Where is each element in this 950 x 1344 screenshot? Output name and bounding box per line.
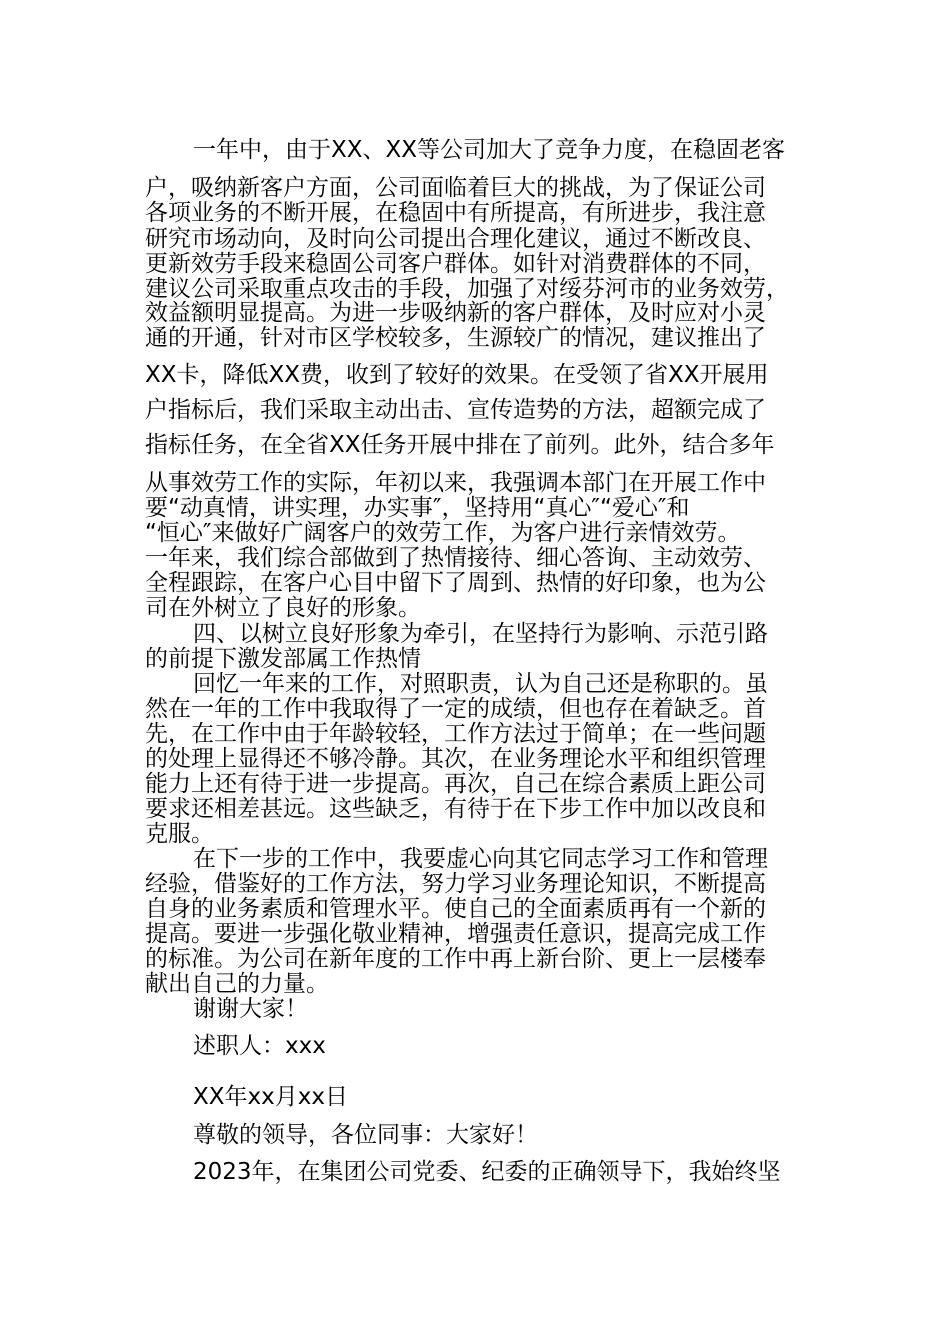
- section-heading-line: 的前提下激发部属工作热情: [145, 646, 421, 672]
- section-heading-line: 四、以树立良好形象为牵引，在坚持行为影响、示范引路: [193, 621, 768, 647]
- paragraph-line: 然在一年的工作中我取得了一定的成绩，但也存在着缺乏。首: [145, 696, 766, 722]
- paragraph-line: 指标任务，在全省XX任务开展中排在了前列。此外，结合多年: [145, 432, 775, 458]
- paragraph-line: 一年来，我们综合部做到了热情接待、细心答询、主动效劳、: [145, 545, 766, 571]
- date-line: XX年xx月xx日: [193, 1084, 348, 1110]
- paragraph-line: 献出自己的力量。: [145, 971, 329, 997]
- paragraph-line: 各项业务的不断开展，在稳固中有所提高，有所进步，我注意: [145, 200, 766, 226]
- paragraph-line: 在下一步的工作中，我要虚心向其它同志学习工作和管理: [193, 846, 768, 872]
- paragraph-line: 2023年，在集团公司党委、纪委的正确领导下，我始终坚: [193, 1159, 781, 1185]
- paragraph-line: “恒心″来做好广阔客户的效劳工作，为客户进行亲情效劳。: [145, 520, 741, 546]
- paragraph-line: 回忆一年来的工作，对照职责，认为自己还是称职的。虽: [193, 671, 768, 697]
- paragraph-line: XX卡，降低XX费，收到了较好的效果。在受领了省XX开展用: [145, 362, 769, 388]
- paragraph-line: 全程跟踪，在客户心目中留下了周到、热情的好印象，也为公: [145, 570, 766, 596]
- paragraph-line: 提高。要进一步强化敬业精神，增强责任意识，提高完成工作: [145, 921, 766, 947]
- paragraph-line: 先，在工作中由于年龄较轻，工作方法过于简单；在一些问题: [145, 721, 766, 747]
- paragraph-line: 司在外树立了良好的形象。: [145, 595, 421, 621]
- signature-line: 述职人：xxx: [193, 1033, 326, 1059]
- paragraph-line: 能力上还有待于进一步提高。再次，自己在综合素质上距公司: [145, 771, 766, 797]
- paragraph-line: 的标准。为公司在新年度的工作中再上新台阶、更上一层楼奉: [145, 946, 766, 972]
- paragraph-line: 要求还相差甚远。这些缺乏，有待于在下步工作中加以改良和: [145, 796, 766, 822]
- paragraph-line: 通的开通，针对市区学校较多，生源较广的情况，建议推出了: [145, 325, 766, 351]
- closing-thanks: 谢谢大家！: [193, 996, 308, 1022]
- paragraph-line: 经验，借鉴好的工作方法，努力学习业务理论知识，不断提高: [145, 871, 766, 897]
- paragraph-line: 研究市场动向，及时向公司提出合理化建议，通过不断改良、: [145, 226, 766, 252]
- salutation-line: 尊敬的领导，各位同事：大家好！: [193, 1122, 538, 1148]
- paragraph-line: 更新效劳手段来稳固公司客户群体。如针对消费群体的不同，: [145, 251, 766, 277]
- paragraph-line: 自身的业务素质和管理水平。使自己的全面素质再有一个新的: [145, 896, 766, 922]
- paragraph-line: 一年中，由于XX、XX等公司加大了竞争力度，在稳固老客: [193, 137, 786, 163]
- paragraph-line: 要“动真情，讲实理，办实事″，坚持用“真心″“爱心″和: [145, 495, 690, 521]
- paragraph-line: 户，吸纳新客户方面，公司面临着巨大的挑战，为了保证公司: [145, 175, 766, 201]
- paragraph-line: 从事效劳工作的实际，年初以来，我强调本部门在开展工作中: [145, 470, 766, 496]
- paragraph-line: 效益额明显提高。为进一步吸纳新的客户群体，及时应对小灵: [145, 300, 766, 326]
- paragraph-line: 建议公司采取重点攻击的手段，加强了对绥芬河市的业务效劳，: [145, 276, 789, 302]
- paragraph-line: 的处理上显得还不够冷静。其次，在业务理论水平和组织管理: [145, 746, 766, 772]
- paragraph-line: 户指标后，我们采取主动出击、宣传造势的方法，超额完成了: [145, 397, 766, 423]
- paragraph-line: 克服。: [145, 821, 214, 847]
